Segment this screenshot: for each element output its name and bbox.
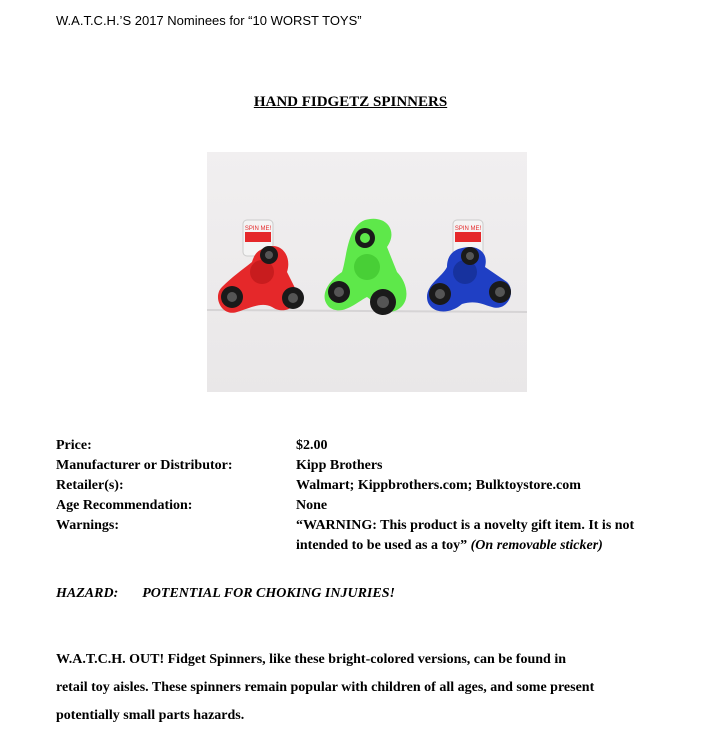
toy-title: HAND FIDGETZ SPINNERS bbox=[253, 94, 448, 110]
product-details bbox=[56, 436, 676, 556]
detail-value: Walmart; Kippbrothers.com; Bulktoystore.com bbox=[296, 478, 581, 493]
product-photo bbox=[207, 152, 527, 392]
detail-value bbox=[296, 516, 676, 556]
tag-text: SPIN ME! bbox=[454, 226, 482, 232]
tag-text: SPIN ME! bbox=[244, 226, 272, 232]
hazard-label: HAZARD: bbox=[56, 586, 119, 601]
red-spinner bbox=[218, 220, 304, 313]
warning-text: “WARNING: This product is a novelty gift item. It is not intended to be used as a toy” bbox=[296, 518, 635, 553]
detail-label: Warnings: bbox=[56, 518, 120, 533]
detail-row-warnings bbox=[56, 516, 676, 556]
hazard-line bbox=[56, 586, 395, 602]
body-line: W.A.T.C.H. OUT! Fidget Spinners, like these bright-colored versions, can be found in bbox=[56, 652, 567, 667]
body-text bbox=[56, 646, 676, 730]
detail-label: Manufacturer or Distributor: bbox=[56, 458, 233, 473]
detail-value: $2.00 bbox=[296, 438, 328, 453]
blue-spinner bbox=[427, 220, 511, 311]
hazard-text: POTENTIAL FOR CHOKING INJURIES! bbox=[142, 586, 395, 601]
warning-note: (On removable sticker) bbox=[470, 538, 603, 553]
body-line: retail toy aisles. These spinners remain popular with children of all ages, and some present bbox=[56, 680, 595, 695]
detail-row-manufacturer bbox=[56, 456, 676, 476]
detail-label: Price: bbox=[56, 438, 92, 453]
detail-label: Age Recommendation: bbox=[56, 498, 193, 513]
detail-value: None bbox=[296, 498, 328, 513]
detail-row-retailers bbox=[56, 476, 676, 496]
detail-value: Kipp Brothers bbox=[296, 458, 383, 473]
green-spinner bbox=[325, 219, 407, 315]
detail-row-age bbox=[56, 496, 676, 516]
spinners-illustration bbox=[207, 152, 527, 392]
document-header: W.A.T.C.H.’S 2017 Nominees for “10 WORST TOYS” bbox=[56, 13, 362, 28]
detail-label: Retailer(s): bbox=[56, 478, 124, 493]
body-line: potentially small parts hazards. bbox=[56, 708, 245, 723]
detail-row-price bbox=[56, 436, 676, 456]
